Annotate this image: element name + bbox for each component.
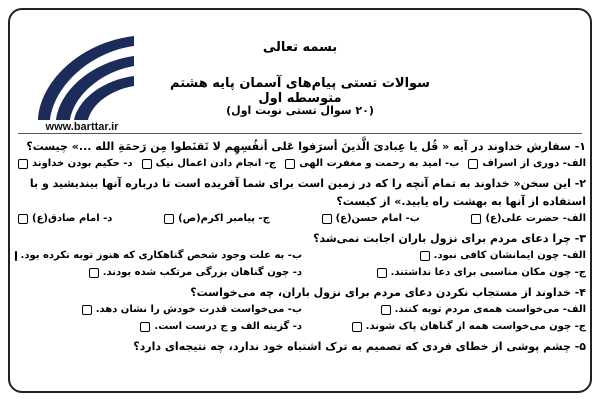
checkbox-icon[interactable] bbox=[468, 159, 478, 169]
question-4: ۴- خداوند از مستجاب نکردن دعای مردم برای نزول باران، چه می‌خواست؟ bbox=[190, 286, 586, 299]
checkbox-icon[interactable] bbox=[82, 305, 92, 315]
question-5: ۵- چشم پوشی از خطای فردی که تصمیم به ترک اشتباه خود ندارد، چه نتیجه‌ای دارد؟ bbox=[133, 340, 586, 353]
checkbox-icon[interactable] bbox=[142, 159, 152, 169]
checkbox-icon[interactable] bbox=[285, 159, 295, 169]
option-label: الف- دوری از اسراف bbox=[482, 158, 586, 169]
question-2-options bbox=[18, 213, 586, 224]
checkbox-icon[interactable] bbox=[471, 214, 481, 224]
option[interactable] bbox=[18, 267, 302, 278]
question-2: ۲- این سخن« خداوند به تمام آنچه را که در زمین است برای شما آفریده است تا درباره آنها بیندیشید و با استفاده از آنها به بهشت راه یابید.» از کیست؟ bbox=[29, 177, 586, 208]
option[interactable] bbox=[471, 213, 586, 224]
option-label: ب- می‌خواست قدرت خودش را نشان دهد. bbox=[95, 304, 302, 315]
checkbox-icon[interactable] bbox=[164, 214, 174, 224]
question-3: ۳- چرا دعای مردم برای نزول باران اجابت نمی‌شد؟ bbox=[313, 232, 586, 245]
checkbox-icon[interactable] bbox=[89, 268, 99, 278]
option[interactable] bbox=[302, 304, 586, 315]
option[interactable] bbox=[302, 250, 586, 261]
option[interactable] bbox=[468, 158, 586, 169]
option-label: ب- به علت وجود شخص گناهکاری که هنوز توبه نکرده بود. bbox=[20, 250, 302, 261]
site-url[interactable]: www.barttar.ir bbox=[45, 121, 119, 133]
question-1: ۱- سفارش خداوند در آیه « قُل یا عِبادیَ الَّذینَ أسرَفوا عَلی أنفُسِهِم لا تَقنَطوا مِن رَحمَةِ الله ...» چیست؟ bbox=[26, 140, 586, 153]
option-label: د- حکیم بودن خداوند bbox=[32, 158, 133, 169]
option[interactable] bbox=[164, 213, 270, 224]
checkbox-icon[interactable] bbox=[377, 268, 387, 278]
option-label: الف- چون ایمانشان کافی نبود. bbox=[433, 250, 586, 261]
option[interactable] bbox=[285, 158, 459, 169]
page-title: بسمه تعالی bbox=[262, 40, 338, 55]
checkbox-icon[interactable] bbox=[140, 322, 150, 332]
divider bbox=[18, 133, 582, 134]
option[interactable] bbox=[142, 158, 276, 169]
option-label: ب- امام حسن(ع) bbox=[335, 213, 420, 224]
option[interactable] bbox=[18, 304, 302, 315]
checkbox-icon[interactable] bbox=[381, 305, 391, 315]
option[interactable] bbox=[302, 267, 586, 278]
option-label: ج- چون مکان مناسبی برای دعا نداشتند. bbox=[390, 267, 586, 278]
option-label: د- چون گناهان بزرگی مرتکب شده بودند. bbox=[102, 267, 302, 278]
question-4-options-row-1 bbox=[18, 304, 586, 315]
exam-subtitle: سوالات تستی پیام‌های آسمان پایه هشتم متوسطه اول bbox=[170, 76, 430, 106]
option-label: د- گزینه الف و ج درست است. bbox=[154, 321, 302, 332]
question-list bbox=[18, 138, 586, 356]
option[interactable] bbox=[18, 213, 112, 224]
option[interactable] bbox=[322, 213, 420, 224]
question-3-options-row-2 bbox=[18, 267, 586, 278]
option[interactable] bbox=[18, 250, 302, 261]
option-label: الف- می‌خواست همه‌ی مردم توبه کنند. bbox=[394, 304, 586, 315]
option-label: ج- چون می‌خواست همه از گناهان پاک شوند. bbox=[365, 321, 586, 332]
checkbox-icon[interactable] bbox=[322, 214, 332, 224]
option-label: ب- امید به رحمت و مغفرت الهی bbox=[299, 158, 460, 169]
barttar-logo-icon bbox=[22, 20, 140, 132]
option[interactable] bbox=[18, 321, 302, 332]
option-label: ج- پیامبر اکرم(ص) bbox=[178, 213, 270, 224]
header bbox=[10, 12, 590, 133]
checkbox-icon[interactable] bbox=[352, 322, 362, 332]
question-3-options-row-1 bbox=[18, 250, 586, 261]
question-4-options-row-2 bbox=[18, 321, 586, 332]
option-label: الف- حضرت علی(ع) bbox=[485, 213, 586, 224]
option-label: د- امام صادق(ع) bbox=[32, 213, 113, 224]
exam-note: (۲۰ سوال تستی نوبت اول) bbox=[226, 104, 374, 117]
option[interactable] bbox=[302, 321, 586, 332]
checkbox-icon[interactable] bbox=[420, 251, 430, 261]
option-label: ج- انجام دادن اعمال نیک bbox=[155, 158, 277, 169]
option[interactable] bbox=[18, 158, 133, 169]
checkbox-icon[interactable] bbox=[18, 214, 28, 224]
checkbox-icon[interactable] bbox=[15, 251, 17, 261]
question-1-options bbox=[18, 158, 586, 169]
checkbox-icon[interactable] bbox=[18, 159, 28, 169]
